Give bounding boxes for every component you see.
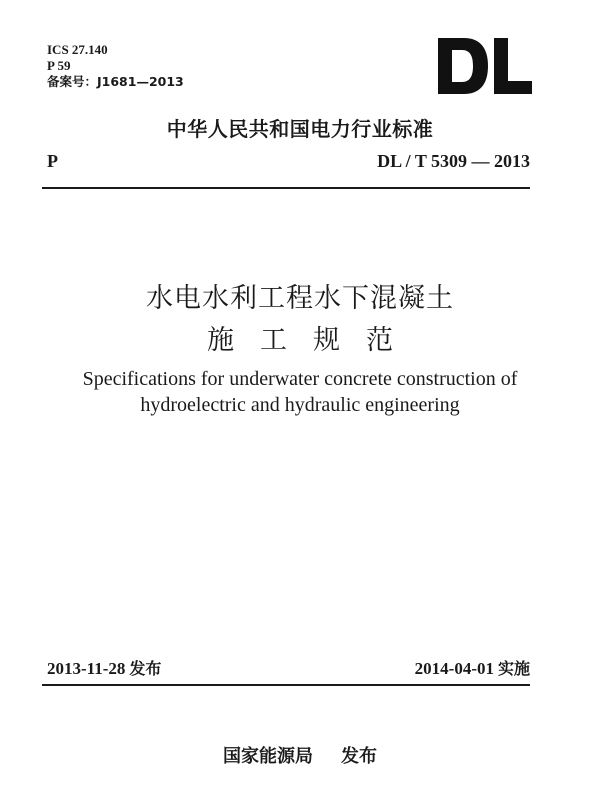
issue-date — [47, 656, 161, 679]
implementation-date — [415, 656, 530, 679]
bottom-divider — [42, 684, 530, 686]
implementation-date-value: 2014-04-01 — [414, 659, 494, 678]
chinese-title-line2: 施工规范 — [207, 325, 419, 356]
chinese-title-line1: 水电水利工程水下混凝土 — [146, 283, 454, 314]
standard-type-heading: 中华人民共和国电力行业标准 — [166, 117, 434, 141]
top-divider — [42, 187, 530, 189]
dl-logo — [438, 38, 532, 94]
publisher-action: 发布 — [341, 746, 377, 767]
english-title — [0, 366, 600, 418]
ccs-code: P 59 — [47, 58, 71, 73]
record-number: 备案号：J1681—2013 — [47, 74, 184, 89]
category-code: P — [47, 151, 58, 171]
english-title-line2: hydroelectric and hydraulic engineering — [140, 394, 460, 416]
implementation-label: 实施 — [497, 659, 530, 678]
issue-date-value: 2013-11-28 — [47, 659, 126, 678]
publisher — [0, 742, 600, 768]
publisher-name: 国家能源局 — [223, 746, 313, 767]
standard-code: DL / T 5309 — 2013 — [377, 151, 530, 171]
english-title-line1: Specifications for underwater concrete construction of — [82, 368, 518, 390]
issue-label: 发布 — [129, 659, 162, 678]
ics-code: ICS 27.140 — [47, 42, 108, 57]
